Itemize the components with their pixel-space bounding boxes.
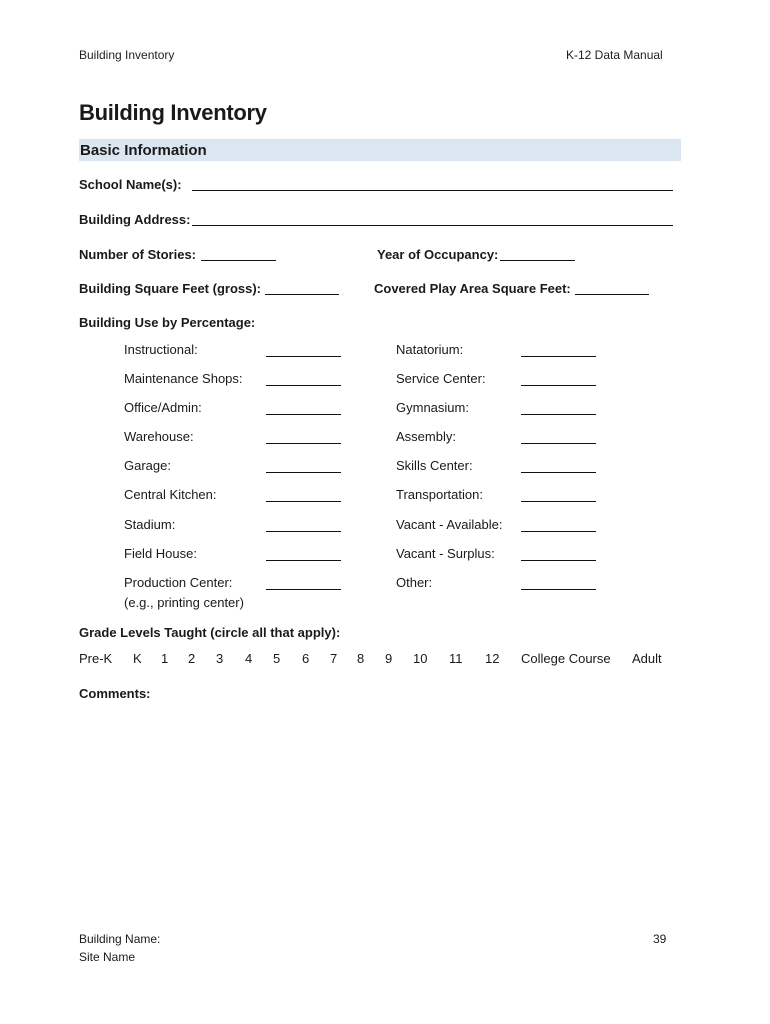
grade-option-8[interactable]: 8 xyxy=(357,651,365,666)
use-label-maintenance-shops: Maintenance Shops: xyxy=(124,371,243,386)
grade-option-7[interactable]: 7 xyxy=(330,651,338,666)
covered-play-sqft-field[interactable] xyxy=(575,294,649,295)
use-label-central-kitchen: Central Kitchen: xyxy=(124,487,217,502)
use-field-office-admin[interactable] xyxy=(266,414,341,415)
grade-option-k[interactable]: K xyxy=(133,651,142,666)
building-use-heading: Building Use by Percentage: xyxy=(79,315,256,330)
building-sqft-field[interactable] xyxy=(265,294,339,295)
use-field-maintenance-shops[interactable] xyxy=(266,385,341,386)
use-label-natatorium: Natatorium: xyxy=(396,342,464,357)
number-of-stories-label: Number of Stories: xyxy=(79,247,197,262)
year-of-occupancy-label: Year of Occupancy: xyxy=(377,247,499,262)
use-label-vacant-surplus: Vacant - Surplus: xyxy=(396,546,495,561)
use-field-warehouse[interactable] xyxy=(266,443,341,444)
use-field-service-center[interactable] xyxy=(521,385,596,386)
use-label-transportation: Transportation: xyxy=(396,487,483,502)
use-field-gymnasium[interactable] xyxy=(521,414,596,415)
school-names-field[interactable] xyxy=(192,190,673,191)
use-label-skills-center: Skills Center: xyxy=(396,458,473,473)
grade-option-4[interactable]: 4 xyxy=(245,651,253,666)
grade-option-12[interactable]: 12 xyxy=(485,651,500,666)
footer-site-name: Site Name xyxy=(79,950,136,964)
use-field-natatorium[interactable] xyxy=(521,356,596,357)
grade-option-3[interactable]: 3 xyxy=(216,651,224,666)
use-field-central-kitchen[interactable] xyxy=(266,501,341,502)
grade-option-2[interactable]: 2 xyxy=(188,651,196,666)
grade-levels-heading: Grade Levels Taught (circle all that apply): xyxy=(79,625,341,640)
grade-option-9[interactable]: 9 xyxy=(385,651,393,666)
use-label-stadium: Stadium: xyxy=(124,517,176,532)
use-label-warehouse: Warehouse: xyxy=(124,429,194,444)
school-names-label: School Name(s): xyxy=(79,177,182,192)
number-of-stories-field[interactable] xyxy=(201,260,276,261)
use-label-service-center: Service Center: xyxy=(396,371,486,386)
use-label-office-admin: Office/Admin: xyxy=(124,400,202,415)
use-label-field-house: Field House: xyxy=(124,546,197,561)
use-label-other: Other: xyxy=(396,575,433,590)
use-note-production-center: (e.g., printing center) xyxy=(124,595,244,610)
use-field-field-house[interactable] xyxy=(266,560,341,561)
comments-area[interactable] xyxy=(79,706,681,916)
running-header-right: K-12 Data Manual xyxy=(566,48,663,62)
grade-option-10[interactable]: 10 xyxy=(413,651,428,666)
grade-option-11[interactable]: 11 xyxy=(449,651,463,666)
use-field-transportation[interactable] xyxy=(521,501,596,502)
page-number: 39 xyxy=(653,932,667,946)
use-label-assembly: Assembly: xyxy=(396,429,456,444)
use-label-gymnasium: Gymnasium: xyxy=(396,400,469,415)
section-title: Basic Information xyxy=(80,142,207,159)
grade-option-1[interactable]: 1 xyxy=(161,651,169,666)
grade-option-pre-k[interactable]: Pre-K xyxy=(79,651,113,666)
use-field-vacant-available[interactable] xyxy=(521,531,596,532)
building-sqft-label: Building Square Feet (gross): xyxy=(79,281,262,296)
comments-label: Comments: xyxy=(79,686,151,701)
use-field-other[interactable] xyxy=(521,589,596,590)
use-field-garage[interactable] xyxy=(266,472,341,473)
use-field-skills-center[interactable] xyxy=(521,472,596,473)
building-address-field[interactable] xyxy=(192,225,673,226)
year-of-occupancy-field[interactable] xyxy=(500,260,575,261)
grade-option-5[interactable]: 5 xyxy=(273,651,281,666)
grade-option-college-course[interactable]: College Course xyxy=(521,651,611,666)
use-field-vacant-surplus[interactable] xyxy=(521,560,596,561)
covered-play-sqft-label: Covered Play Area Square Feet: xyxy=(374,281,571,296)
use-field-production-center[interactable] xyxy=(266,589,341,590)
building-address-label: Building Address: xyxy=(79,212,191,227)
use-label-instructional: Instructional: xyxy=(124,342,198,357)
use-field-stadium[interactable] xyxy=(266,531,341,532)
use-label-vacant-available: Vacant - Available: xyxy=(396,517,503,532)
use-field-instructional[interactable] xyxy=(266,356,341,357)
running-header-left: Building Inventory xyxy=(79,48,175,62)
use-field-assembly[interactable] xyxy=(521,443,596,444)
page-title: Building Inventory xyxy=(79,100,267,125)
use-label-production-center: Production Center: xyxy=(124,575,233,590)
footer-building-name: Building Name: xyxy=(79,932,161,946)
grade-option-adult[interactable]: Adult xyxy=(632,651,662,666)
use-label-garage: Garage: xyxy=(124,458,171,473)
grade-option-6[interactable]: 6 xyxy=(302,651,310,666)
